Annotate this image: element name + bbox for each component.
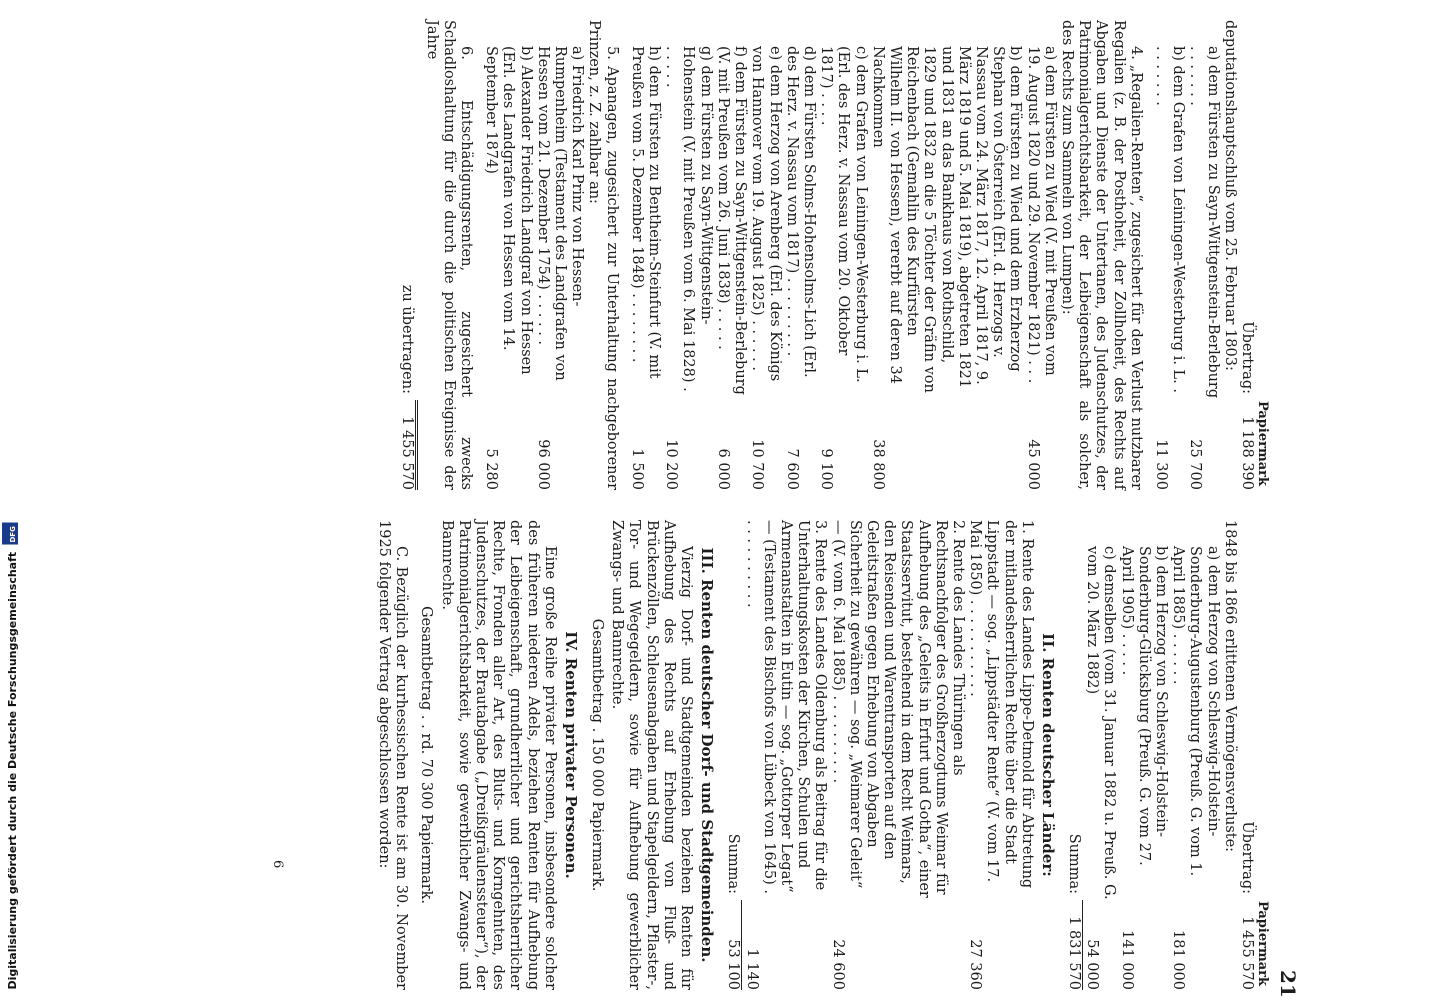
entry-row — [534, 20, 586, 490]
entry-text: b) dem Grafen von Leiningen-Westerburg i. L. . . . . . . . . — [1152, 46, 1187, 394]
entry-text: a) dem Herzog von Schleswig-Holstein-Sonderburg-Augustenburg (Preuß. G. vom 1. April 1885) . . . . . . — [1170, 546, 1221, 877]
entry-row — [1169, 520, 1221, 990]
dfg-side-note — [2, 523, 19, 990]
entry-value: 54 000 — [1084, 939, 1101, 990]
entry-text: d) dem Fürsten Solms-Hohensolms-Lich (Erl. des Herz. v. Nassau vom 1817) . . . . . . . . . — [783, 46, 817, 378]
entry-value: 181 000 — [1170, 930, 1187, 990]
entry-text: c) demselben (vom 31. Januar 1882 u. Preuß. G. vom 20. März 1882) — [1084, 546, 1118, 900]
entry-value: 10 200 — [663, 439, 680, 490]
entry-text: b) dem Herzog von Schleswig-Holstein-Sonderburg-Glücksburg (Preuß. G. vom 27. April 1905) . . . . . — [1118, 546, 1169, 866]
entry-value: 27 360 — [967, 939, 984, 990]
side-note-text: Digitalisierung gefördert durch die Deutsche Forschungsgemeinschaft — [6, 552, 19, 990]
entschaedigung-paragraph: 6. Entschädigungsrenten, zugesichert zwecks Schadloshaltung für die durch die politischen Ereignisse der Jahre — [423, 20, 475, 490]
section-c-text: C. Bezüglich der kurhessischen Rente ist am 30. November 1925 folgender Vertrag abgeschlossen worden: — [376, 520, 410, 990]
entry-value: 25 700 — [1187, 439, 1204, 490]
entry-row — [828, 520, 966, 990]
section-4-title: IV. Renten privater Personen. — [561, 631, 580, 879]
entry-value: 11 300 — [1152, 439, 1169, 490]
page-number: 21 — [1276, 970, 1300, 998]
section-2-items — [742, 520, 1034, 990]
entry-row — [1023, 20, 1057, 490]
left-items-4 — [628, 20, 1058, 490]
entry-value: 24 600 — [829, 939, 846, 990]
entry-value: 1 500 — [628, 448, 645, 490]
entry-row — [628, 20, 662, 490]
dfg-logo: DFG — [2, 523, 18, 545]
section-2-summa: Summa: 53 100 — [725, 833, 742, 990]
entry-value: 141 000 — [1118, 930, 1135, 990]
entry-text: b) Alexander Friedrich Landgraf von Hessen (Erl. des Landgrafen von Hessen vom 14. September 1874) — [483, 46, 534, 375]
entry-text: g) dem Fürsten zu Sayn-Wittgenstein-Hohenstein (V. mit Preußen vom 6. Mai 1828) . . . . . . — [663, 46, 714, 392]
entry-row — [1186, 20, 1220, 490]
entry-text: h) dem Fürsten zu Bentheim-Steinfurt (V. mit Preußen vom 5. Dezember 1848) . . . . . . . . — [628, 46, 663, 379]
rotated-page — [10, 20, 1300, 1000]
entry-row — [482, 20, 534, 490]
left-carry-in: Übertrag: 1 188 390 — [1239, 321, 1255, 490]
section-4-total: Gesamtbetrag . . rd. 70 300 Papiermark. — [418, 605, 435, 905]
entry-row — [783, 20, 817, 490]
entry-value: 96 000 — [534, 439, 551, 490]
entry-value: 6 000 — [714, 448, 731, 490]
entry-row — [748, 20, 782, 490]
left-carry-out: zu übertragen: 1 455 570 — [399, 284, 416, 490]
entry-row — [966, 520, 1035, 990]
section-3-title: III. Renten deutscher Dorf- und Stadtgemeinden. — [698, 547, 717, 963]
entry-text: c) dem Grafen von Leiningen-Westerburg i. L. (Erl. des Herz. v. Nassau vom 20. Oktober 1817) . . . . — [818, 46, 869, 383]
entry-row — [1152, 20, 1186, 490]
entry-row — [869, 20, 1024, 490]
entry-row — [662, 20, 714, 490]
entry-value: 1 140 — [743, 948, 760, 990]
entry-text: 2. Rente des Landes Thüringen als Rechtsnachfolger des Großherzogtums Weimar für Aufhebung des „Geleits in Erfurt und Gotha“, einer Staatsservitut, bestehend in dem Recht Weimars, den Reisenden und Warentransporten auf den Geleitstraßen gegen Erhebung von Abgaben Sicherheit zu gewähren — sog. „Weimarer Geleit“ — (V. vom 6. Mai 1885) . . . . . . . . . . — [829, 520, 966, 898]
left-column — [398, 20, 1270, 490]
section-3-text: Vierzig Dorf- und Stadtgemeinden beziehen Renten für Aufhebung des Rechts auf Erhebung von Fluß- und Brückenzöllen, Schleusenabgaben und Stapelgeldern, Pflaster-, Tor- und Wegegeldern, sowie für Aufhebung gewerblicher Zwangs- und Bannrechte. — [609, 520, 695, 990]
left-column-header: Papiermark — [1255, 400, 1270, 486]
entry-text: e) dem Herzog von Arenberg (Erl. des Königs von Hannover vom 19. August 1825) . . . . . . — [749, 46, 783, 382]
entry-value: 7 600 — [783, 448, 800, 490]
entry-row — [742, 520, 828, 990]
right-intro: 1848 bis 1866 erlittenen Vermögensverluste: — [1221, 520, 1238, 853]
apanagen-paragraph: 5. Apanagen, zugesichert zur Unterhaltung nachgeborener Prinzen, z. Z. zahlbar an: — [586, 20, 620, 490]
footer-number: 6 — [270, 860, 285, 869]
left-intro: deputationshauptschluß vom 25. Februar 1803: — [1221, 20, 1238, 371]
entry-row — [817, 20, 869, 490]
right-column — [375, 520, 1270, 990]
entry-value: 38 800 — [869, 439, 886, 490]
entry-text: a) Friedrich Karl Prinz von Hessen-Rumpenheim (Testament des Landgrafen von Hessen vom 21. Dezember 1754) . . . . . . — [534, 46, 586, 381]
right-items — [1083, 520, 1221, 990]
entry-text: a) dem Fürsten zu Wied (V. mit Preußen vom 19. August 1820 und 29. November 1821) . . . — [1024, 46, 1058, 384]
entry-value: 5 280 — [483, 448, 500, 490]
entry-text: a) dem Fürsten zu Sayn-Wittgenstein-Berleburg . . . . . . . — [1187, 46, 1221, 399]
entry-value: 9 100 — [818, 448, 835, 490]
entry-row — [714, 20, 748, 490]
left-items-a — [1152, 20, 1221, 490]
right-carry-in: Übertrag: 1 455 570 — [1239, 821, 1255, 990]
section-2-title: II. Renten deutscher Länder: — [1038, 633, 1057, 877]
entry-text: 3. Rente des Landes Oldenburg als Beitrag für die Unterhaltungskosten der Kirchen, Schulen und Armenanstalten in Eutin — sog. „Gottorper Legat“ — (Testament des Bischofs von Lübeck von 1645) . . . . . . . . . . . — [743, 520, 829, 895]
entry-value: 45 000 — [1024, 439, 1041, 490]
left-items-5 — [482, 20, 585, 490]
entry-row — [1083, 520, 1117, 990]
entry-text: 1. Rente des Landes Lippe-Detmold für Abtretung der mitlandesherrlichen Rechte über die Stadt Lippstadt — sog. „Lippstädter Rente“ (V. vom 17. Mai 1850) . . . . . . . . . . . — [967, 520, 1035, 889]
section-3-total: Gesamtbetrag . 150 000 Papiermark. — [589, 618, 606, 892]
regalien-paragraph: 4. „Regalien-Renten“, zugesichert für den Verlust nutzbarer Regalien (z. B. der Posthoheit, der Zollhoheit, des Rechts auf Abgaben und Dienste der Untertanen, des Judenschutzes, der Patrimonialgerichtsbarkeit, der Leibeigenschaft als solcher, des Rechts zum Sammeln von Lumpen): — [1058, 20, 1144, 490]
section-4-text: Eine große Reihe privater Personen, insbesondere solcher des früheren niederen Adels, beziehen Renten für Aufhebung der Leibeigenschaft, grundherrlicher und gerichtsherrlicher Rechte, Fronden aller Art, des Bluts- und Korngehnten, des Judenschutzes, der Brautabgabe („Dreißigräulenssteuer“), der Patrimonialgerichtsbarkeit, sowie gewerblicher Zwangs- und Bannrechte. — [438, 520, 558, 990]
right-summa: Summa: 1 831 570 — [1065, 833, 1082, 990]
entry-text: f) dem Fürsten zu Sayn-Wittgenstein-Berleburg (V. mit Preußen vom 26. Juni 1838) . . . . . — [714, 46, 749, 395]
entry-text: b) dem Fürsten zu Wied und dem Erzherzog Stephan von Österreich (Erl. d. Herzogs v. Nassau vom 24. März 1817, 12. April 1817, 9. März 1819 und 5. Mai 1819), abgetreten 1821 und 1831 an das Bankhaus von Rothschild, 1829 und 1832 an die 5 Töchter der Gräfin von Reichenbach (Gemahlin des Kurfürsten Wilhelm II. von Hessen), vererbt auf deren 34 Nachkommen — [869, 46, 1024, 393]
right-column-header: Papiermark — [1255, 900, 1270, 986]
entry-row — [1117, 520, 1169, 990]
entry-value: 10 700 — [749, 439, 766, 490]
